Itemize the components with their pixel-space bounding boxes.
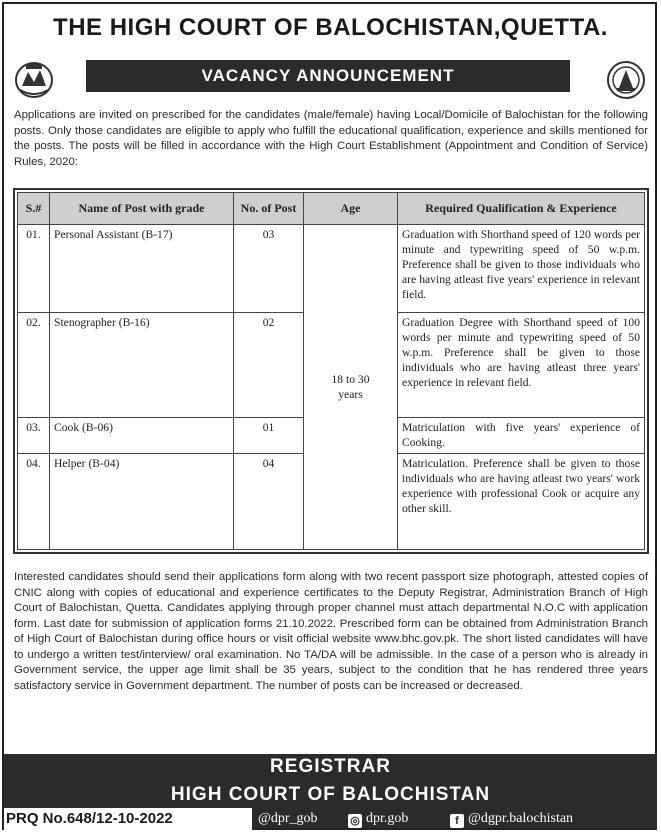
registrar-title: REGISTRAR xyxy=(270,756,391,777)
instagram-handle[interactable] xyxy=(348,810,408,828)
table-header-row xyxy=(18,193,645,225)
age-range xyxy=(304,225,398,550)
instructions-paragraph: Interested candidates should send their applications form along with two recent passport size photograph, attested copies of CNIC along with copies of educational and experience certificates to the Deputy Registrar, Administration Branch of High Court of Balochistan, Quetta. Candidates applying through proper channel must attach departmental N.O.C with application form. Last date for submission of application forms 21.10.2022. Prescribed form can be obtained from Administration Branch of High Court of Balochistan during office hours or visit official website www.bhc.gov.pk. The short listed candidates will have to undergo a written test/interview/ oral examination. No TA/DA will be admissible. In the case of a person who is already in Government service, the upper age limit shall be 35 years, subject to the condition that he has rendered three years satisfactory service in Government department. The number of posts can be increased or decreased. xyxy=(14,571,648,692)
facebook-handle-text: @dgpr.balochistan xyxy=(468,811,574,826)
header-post-count: No. of Post xyxy=(234,193,304,225)
facebook-handle[interactable] xyxy=(450,810,573,828)
row-qualification: Matriculation with five years' experience of Cooking. xyxy=(398,417,645,453)
instagram-icon: ◎ xyxy=(348,814,362,828)
row-post-count: 02 xyxy=(234,313,304,417)
row-qualification: Matriculation. Preference shall be given to those individuals who are having atleast two years' work experience with professional Cook or acquire any other skill. xyxy=(398,453,645,549)
vacancy-banner: VACANCY ANNOUNCEMENT xyxy=(86,60,570,92)
vacancy-table xyxy=(17,192,645,550)
facebook-icon: f xyxy=(450,814,464,828)
prq-number: PRQ No.648/12-10-2022 xyxy=(4,808,252,830)
row-qualification: Graduation Degree with Shorthand speed of 100 words per minute and typewriting speed of 50 w.p.m. Preference shall be given to those individuals who are having atleast three years' experience in relevant field. xyxy=(398,313,645,417)
row-post-name: Cook (B-06) xyxy=(50,417,234,453)
instagram-handle-text: dpr.gob xyxy=(366,811,409,826)
age-text: 18 to 30 years xyxy=(331,373,370,401)
header-serial: S.# xyxy=(18,193,50,225)
header-age: Age xyxy=(304,193,398,225)
high-court-seal-icon xyxy=(606,60,646,100)
table-row xyxy=(18,225,645,313)
vacancy-table-frame xyxy=(13,188,649,554)
twitter-handle-text: @dpr_gob xyxy=(258,811,318,826)
row-qualification: Graduation with Shorthand speed of 120 words per minute and typewriting speed of 50 w.p.m. Preference shall be given to those individuals who are having atleast five years' experience in relevant field. xyxy=(398,225,645,313)
balochistan-emblem-icon xyxy=(14,60,54,100)
header-qualification: Required Qualification & Experience xyxy=(398,193,645,225)
row-post-count: 01 xyxy=(234,417,304,453)
row-post-name: Stenographer (B-16) xyxy=(50,313,234,417)
row-serial: 01. xyxy=(18,225,50,313)
row-post-name: Personal Assistant (B-17) xyxy=(50,225,234,313)
intro-paragraph: Applications are invited on prescribed for the candidates (male/female) having Local/Domicile of Balochistan for the following posts. Only those candidates are eligible to apply who fulfill the educational qualification, experience and skills mentioned for the posts. The posts will be filled in accordance with the High Court Establishment (Appointment and Condition of Service) Rules, 2020: xyxy=(14,109,648,168)
row-serial: 02. xyxy=(18,313,50,417)
registrar-court: HIGH COURT OF BALOCHISTAN xyxy=(170,784,491,805)
row-post-name: Helper (B-04) xyxy=(50,453,234,549)
row-serial: 04. xyxy=(18,453,50,549)
header-post-name: Name of Post with grade xyxy=(50,193,234,225)
row-post-count: 03 xyxy=(234,225,304,313)
court-title: THE HIGH COURT OF BALOCHISTAN,QUETTA. xyxy=(53,14,608,41)
twitter-handle[interactable] xyxy=(258,810,318,828)
row-serial: 03. xyxy=(18,417,50,453)
row-post-count: 04 xyxy=(234,453,304,549)
